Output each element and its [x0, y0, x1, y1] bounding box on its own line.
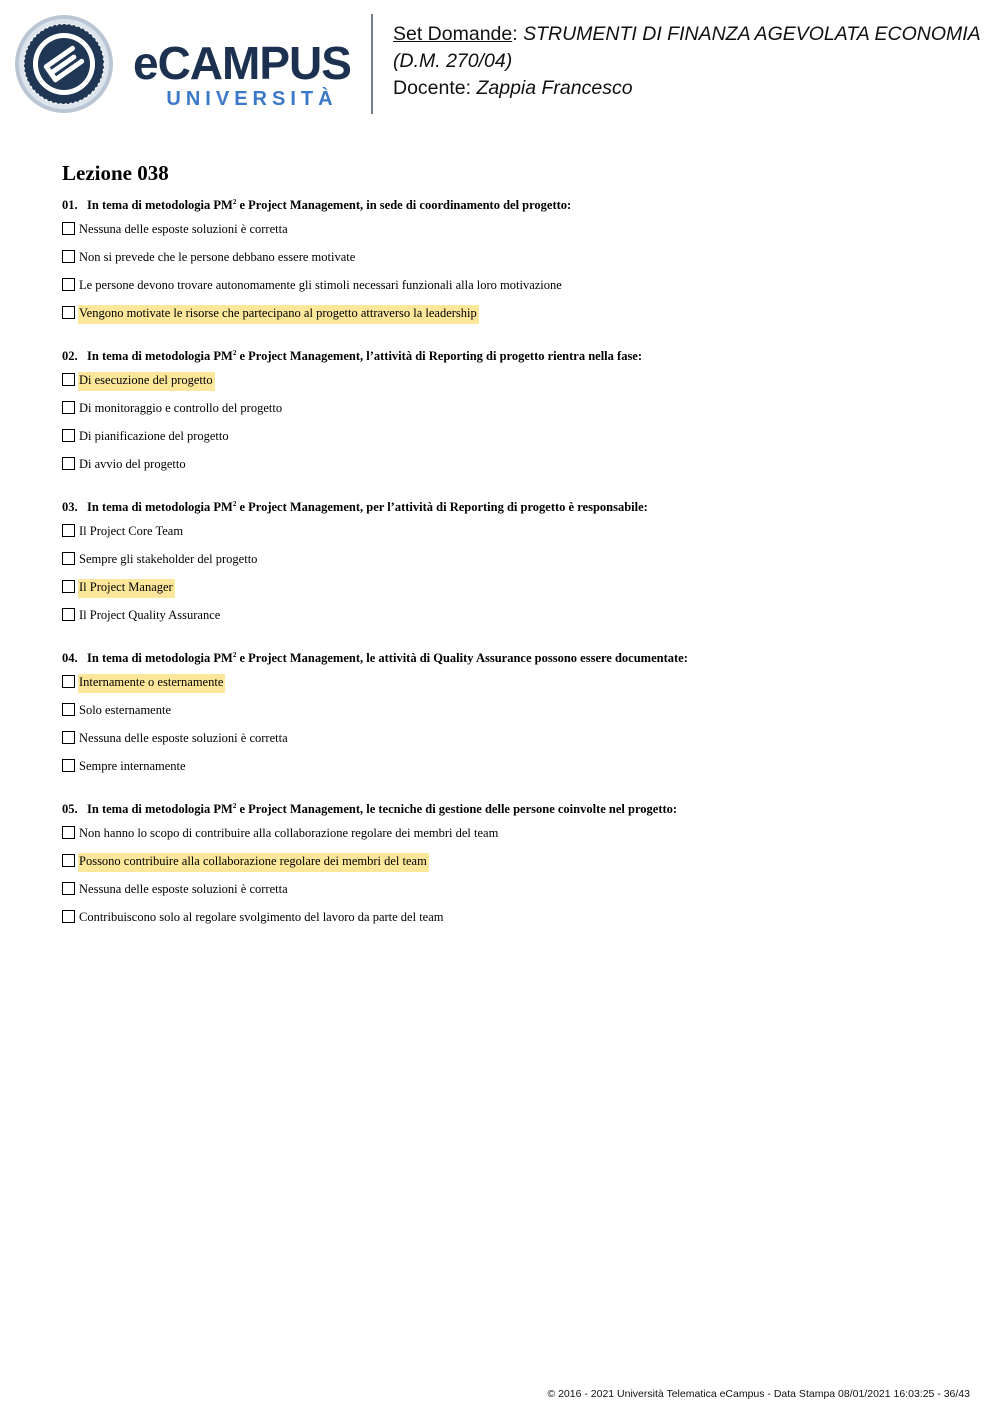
answer-checkbox[interactable] [62, 278, 75, 291]
question-5 [62, 800, 982, 937]
answer-checkbox[interactable] [62, 910, 75, 923]
question-text-start: In tema di metodologia PM [87, 349, 233, 363]
answer-option[interactable] [62, 221, 982, 249]
answer-option[interactable] [62, 523, 982, 551]
answer-text: Sempre internamente [79, 759, 186, 773]
answer-option[interactable] [62, 372, 982, 400]
header-divider [371, 14, 373, 114]
answer-text: Non si prevede che le persone debbano essere motivate [79, 250, 356, 264]
answer-list [62, 221, 982, 333]
question-text-start: In tema di metodologia PM [87, 651, 233, 665]
answer-checkbox[interactable] [62, 222, 75, 235]
answer-text-highlighted: Di esecuzione del progetto [78, 372, 215, 391]
question-number: 01. [62, 198, 78, 212]
question-text [62, 649, 982, 667]
question-text-end: e Project Management, in sede di coordinamento del progetto: [236, 198, 572, 212]
answer-checkbox[interactable] [62, 524, 75, 537]
question-text [62, 800, 982, 818]
question-text [62, 347, 982, 365]
answer-option[interactable] [62, 579, 982, 607]
question-text-end: e Project Management, per l’attività di Reporting di progetto è responsabile: [236, 500, 648, 514]
answer-text: Contribuiscono solo al regolare svolgimento del lavoro da parte del team [79, 910, 444, 924]
answer-checkbox[interactable] [62, 552, 75, 565]
brand-name: eCAMPUS [133, 37, 351, 89]
lesson-title: Lezione 038 [62, 161, 169, 185]
answer-text: Non hanno lo scopo di contribuire alla collaborazione regolare dei membri del team [79, 826, 499, 840]
answer-option[interactable] [62, 456, 982, 484]
set-title: STRUMENTI DI FINANZA AGEVOLATA ECONOMIA (D.M. 270/04) [393, 23, 980, 72]
question-text-end: e Project Management, l’attività di Reporting di progetto rientra nella fase: [236, 349, 643, 363]
answer-checkbox[interactable] [62, 580, 75, 593]
answer-list [62, 523, 982, 635]
question-4 [62, 649, 982, 786]
question-3 [62, 498, 982, 635]
answer-text-highlighted: Il Project Manager [78, 579, 175, 598]
question-text-end: e Project Management, le attività di Quality Assurance possono essere documentate: [236, 651, 688, 665]
answer-text: Il Project Quality Assurance [79, 608, 221, 622]
answer-checkbox[interactable] [62, 882, 75, 895]
question-1 [62, 196, 982, 333]
answer-option[interactable] [62, 853, 982, 881]
answer-option[interactable] [62, 825, 982, 853]
answer-option[interactable] [62, 909, 982, 937]
superscript: 2 [232, 198, 237, 206]
superscript: 2 [232, 651, 237, 659]
answer-list [62, 674, 982, 786]
answer-list [62, 372, 982, 484]
answer-checkbox[interactable] [62, 826, 75, 839]
answer-checkbox[interactable] [62, 608, 75, 621]
teacher-label: Docente [393, 77, 466, 99]
question-text [62, 498, 982, 516]
brand-logo [133, 37, 351, 111]
answer-option[interactable] [62, 249, 982, 277]
answer-option[interactable] [62, 758, 982, 786]
page-header [0, 0, 1000, 130]
question-number: 04. [62, 651, 78, 665]
answer-option[interactable] [62, 607, 982, 635]
question-text [62, 196, 982, 214]
answer-checkbox[interactable] [62, 759, 75, 772]
superscript: 2 [232, 349, 237, 357]
answer-text-highlighted: Internamente o esternamente [78, 674, 225, 693]
answer-option[interactable] [62, 881, 982, 909]
answer-text-highlighted: Possono contribuire alla collaborazione regolare dei membri del team [78, 853, 429, 872]
answer-option[interactable] [62, 428, 982, 456]
question-text-start: In tema di metodologia PM [87, 500, 233, 514]
set-info: Set Domande: STRUMENTI DI FINANZA AGEVOLATA ECONOMIA (D.M. 270/04) Docente: Zappia Francesco [393, 23, 980, 99]
answer-list [62, 825, 982, 937]
question-text-start: In tema di metodologia PM [87, 802, 233, 816]
brand-subtitle: UNIVERSITÀ [166, 88, 338, 110]
question-number: 02. [62, 349, 78, 363]
answer-text: Le persone devono trovare autonomamente gli stimoli necessari funzionali alla loro motivazione [79, 278, 562, 292]
question-number: 05. [62, 802, 78, 816]
superscript: 2 [232, 500, 237, 508]
page-footer: © 2016 - 2021 Università Telematica eCampus - Data Stampa 08/01/2021 16:03:25 - 36/43 [547, 1388, 970, 1400]
answer-option[interactable] [62, 730, 982, 758]
question-number: 03. [62, 500, 78, 514]
answer-checkbox[interactable] [62, 373, 75, 386]
university-seal-icon [14, 14, 114, 114]
answer-text-highlighted: Vengono motivate le risorse che partecipano al progetto attraverso la leadership [78, 305, 479, 324]
answer-text: Solo esternamente [79, 703, 171, 717]
answer-text: Di pianificazione del progetto [79, 429, 229, 443]
answer-text: Nessuna delle esposte soluzioni è corretta [79, 731, 288, 745]
answer-checkbox[interactable] [62, 731, 75, 744]
answer-checkbox[interactable] [62, 250, 75, 263]
set-label: Set Domande [393, 23, 513, 45]
answer-checkbox[interactable] [62, 675, 75, 688]
question-2 [62, 347, 982, 484]
answer-option[interactable] [62, 277, 982, 305]
answer-option[interactable] [62, 674, 982, 702]
answer-text: Di monitoraggio e controllo del progetto [79, 401, 283, 415]
answer-text: Il Project Core Team [79, 524, 184, 538]
answer-checkbox[interactable] [62, 401, 75, 414]
answer-option[interactable] [62, 551, 982, 579]
answer-text: Nessuna delle esposte soluzioni è corretta [79, 882, 288, 896]
answer-text: Nessuna delle esposte soluzioni è corretta [79, 222, 288, 236]
answer-option[interactable] [62, 400, 982, 428]
superscript: 2 [232, 802, 237, 810]
answer-checkbox[interactable] [62, 306, 75, 319]
teacher-name: Zappia Francesco [476, 77, 633, 99]
answer-option[interactable] [62, 305, 982, 333]
answer-checkbox[interactable] [62, 429, 75, 442]
question-text-start: In tema di metodologia PM [87, 198, 233, 212]
answer-checkbox[interactable] [62, 457, 75, 470]
answer-option[interactable] [62, 702, 982, 730]
answer-text: Di avvio del progetto [79, 457, 186, 471]
answer-checkbox[interactable] [62, 703, 75, 716]
answer-text: Sempre gli stakeholder del progetto [79, 552, 258, 566]
answer-checkbox[interactable] [62, 854, 75, 867]
question-text-end: e Project Management, le tecniche di gestione delle persone coinvolte nel progetto: [236, 802, 678, 816]
